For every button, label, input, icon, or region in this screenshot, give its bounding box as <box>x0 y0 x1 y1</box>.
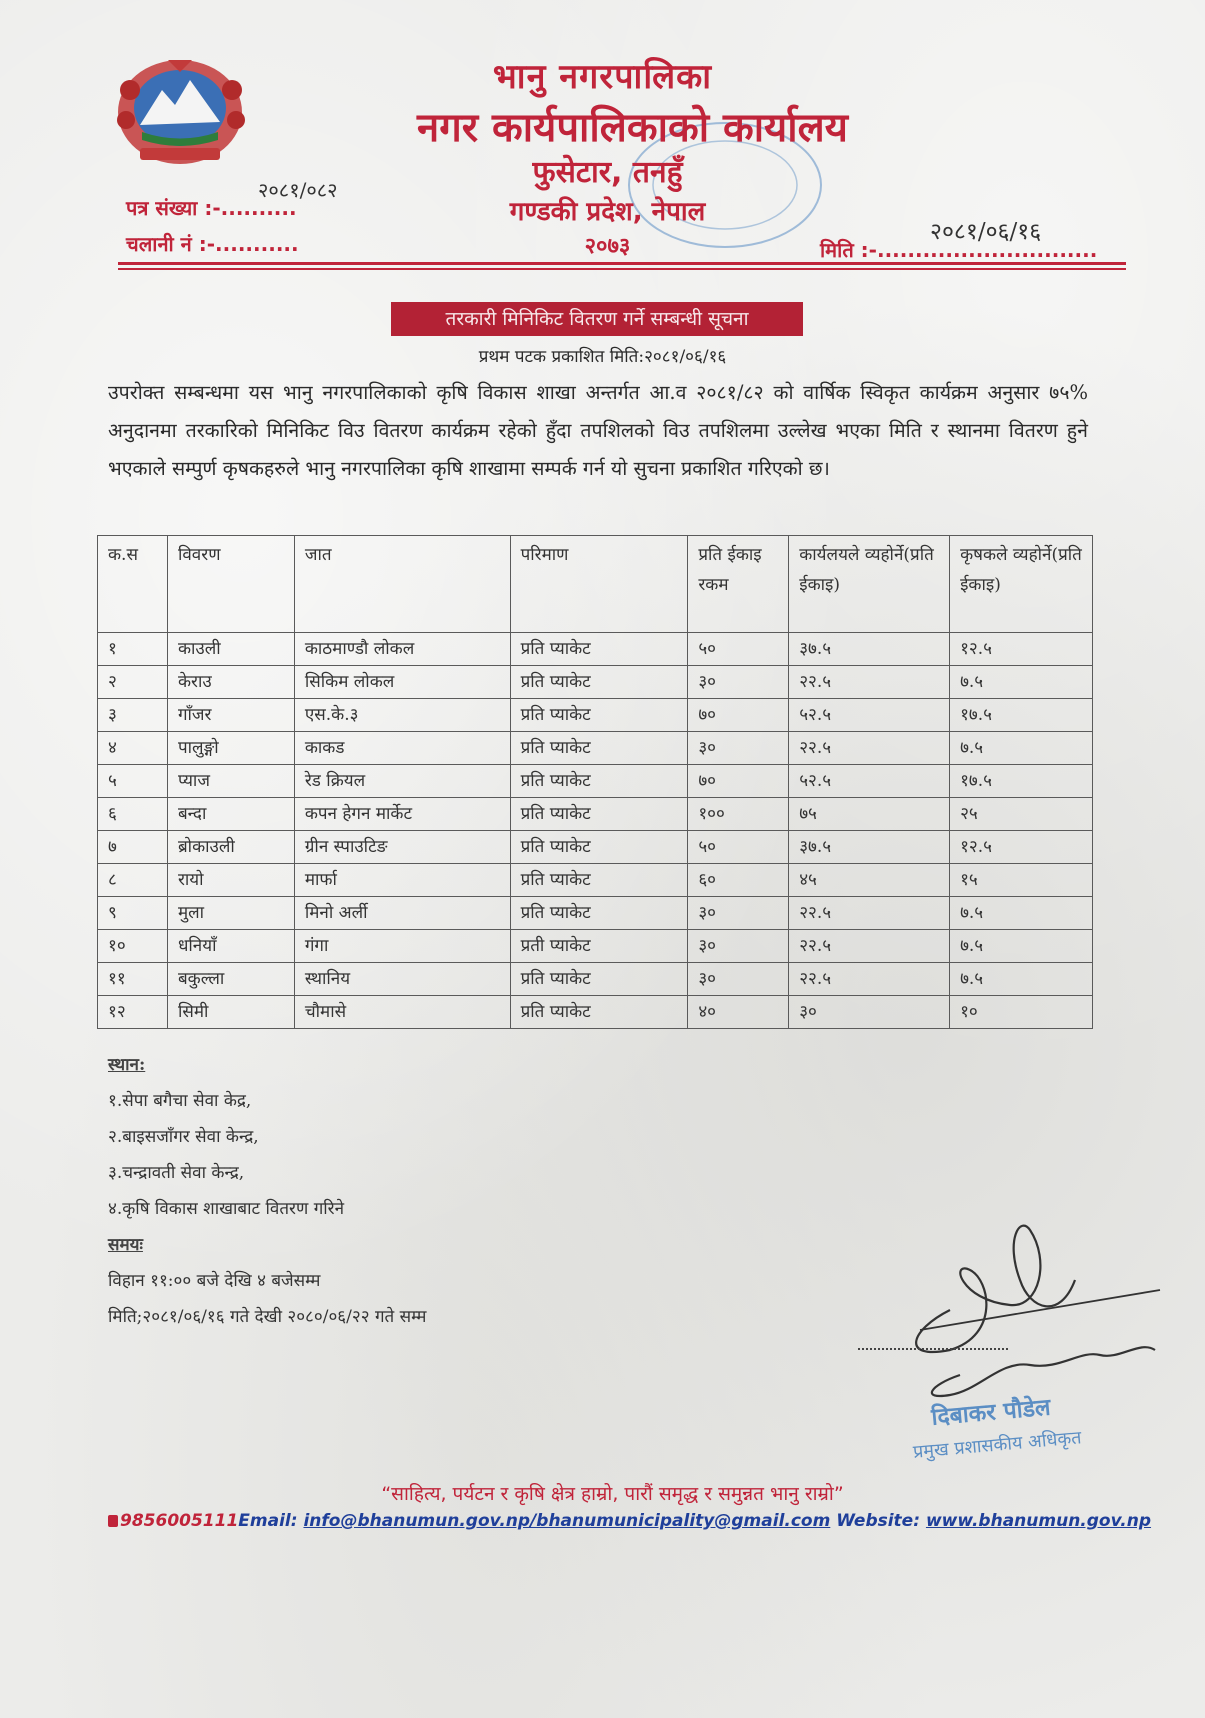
table-cell: ७५ <box>789 798 950 831</box>
table-cell: १० <box>950 996 1093 1029</box>
table-cell: सिकिम लोकल <box>294 666 510 699</box>
table-header-cell: क.स <box>98 536 168 633</box>
fiscal-year-handwritten: २०८१/०८२ <box>258 178 338 202</box>
table-row <box>98 963 1093 996</box>
table-cell: ३० <box>688 732 789 765</box>
date-label: मिति :-............................. <box>820 238 1098 262</box>
places-heading: स्थान: <box>108 1055 146 1075</box>
place-item: २.बाइसजाँगर सेवा केन्द्र, <box>108 1127 259 1147</box>
header-rule <box>118 262 1126 265</box>
table-cell: २ <box>98 666 168 699</box>
phone-icon <box>108 1515 118 1527</box>
time-hours: विहान ११:०० बजे देखि ४ बजेसम्म <box>108 1271 321 1291</box>
table-cell: काकड <box>294 732 510 765</box>
table-cell: प्रति प्याकेट <box>510 633 688 666</box>
table-cell: १ <box>98 633 168 666</box>
table-cell: २२.५ <box>789 732 950 765</box>
table-cell: सिमी <box>167 996 294 1029</box>
table-cell: प्रति प्याकेट <box>510 666 688 699</box>
table-cell: धनियाँ <box>167 930 294 963</box>
table-cell: १२.५ <box>950 831 1093 864</box>
table-cell: ६ <box>98 798 168 831</box>
table-cell: ७.५ <box>950 732 1093 765</box>
table-cell: ११ <box>98 963 168 996</box>
table-cell: स्थानिय <box>294 963 510 996</box>
table-cell: २२.५ <box>789 963 950 996</box>
dispatch-number-label: चलानी नं :-........... <box>126 232 299 256</box>
table-cell: प्रति प्याकेट <box>510 765 688 798</box>
table-cell: पालुङ्गो <box>167 732 294 765</box>
table-cell: केराउ <box>167 666 294 699</box>
table-header-cell: विवरण <box>167 536 294 633</box>
table-cell: रायो <box>167 864 294 897</box>
table-cell: १५ <box>950 864 1093 897</box>
table-cell: ५० <box>688 633 789 666</box>
table-cell: ३७.५ <box>789 831 950 864</box>
table-cell: प्रति प्याकेट <box>510 864 688 897</box>
table-row <box>98 666 1093 699</box>
table-cell: ५२.५ <box>789 699 950 732</box>
office-province: गण्डकी प्रदेश, नेपाल <box>509 197 706 227</box>
table-cell: ३० <box>688 666 789 699</box>
office-address: फुसेटार, तनहुँ <box>532 155 683 190</box>
table-row <box>98 930 1093 963</box>
table-cell: २२.५ <box>789 897 950 930</box>
table-cell: १० <box>98 930 168 963</box>
table-row <box>98 897 1093 930</box>
table-cell: चौमासे <box>294 996 510 1029</box>
table-cell: २२.५ <box>789 930 950 963</box>
table-row <box>98 765 1093 798</box>
municipality-name: भानु नगरपालिका <box>492 57 713 97</box>
table-cell: ४५ <box>789 864 950 897</box>
table-row <box>98 996 1093 1029</box>
table-cell: १७.५ <box>950 699 1093 732</box>
table-header-cell: कृषकले व्यहोर्ने(प्रति ईकाइ) <box>950 536 1093 633</box>
table-header-cell: प्रति ईकाइ रकम <box>688 536 789 633</box>
table-cell: प्याज <box>167 765 294 798</box>
table-row <box>98 732 1093 765</box>
time-heading: समयः <box>108 1235 143 1255</box>
letter-number-label: पत्र संख्या :-.......... <box>126 196 297 220</box>
table-cell: बन्दा <box>167 798 294 831</box>
table-cell: ३० <box>789 996 950 1029</box>
table-cell: ५० <box>688 831 789 864</box>
place-item: ४.कृषि विकास शाखाबाट वितरण गरिने <box>108 1199 345 1219</box>
table-cell: ७.५ <box>950 963 1093 996</box>
table-cell: गंगा <box>294 930 510 963</box>
place-item: १.सेपा बगैचा सेवा केद्र, <box>108 1091 252 1111</box>
table-cell: प्रति प्याकेट <box>510 831 688 864</box>
place-item: ३.चन्द्रावती सेवा केन्द्र, <box>108 1163 245 1183</box>
table-cell: १०० <box>688 798 789 831</box>
notice-title: तरकारी मिनिकिट वितरण गर्ने सम्बन्धी सूचना <box>391 302 803 336</box>
table-header-cell: परिमाण <box>510 536 688 633</box>
phone-number: 9856005111 <box>120 1511 239 1531</box>
website-link[interactable]: www.bhanumun.gov.np <box>925 1511 1152 1531</box>
date-value: २०८१/०६/१६ <box>930 219 1042 245</box>
table-cell: प्रति प्याकेट <box>510 996 688 1029</box>
table-cell: २५ <box>950 798 1093 831</box>
table-cell: ३० <box>688 930 789 963</box>
table-cell: मार्फा <box>294 864 510 897</box>
table-cell: प्रति प्याकेट <box>510 699 688 732</box>
table-cell: १२ <box>98 996 168 1029</box>
signatory-title: प्रमुख प्रशासकीय अधिकृत <box>912 1427 1083 1463</box>
table-cell: ४० <box>688 996 789 1029</box>
table-cell: ८ <box>98 864 168 897</box>
table-row <box>98 633 1093 666</box>
website-label: Website: <box>830 1511 926 1531</box>
table-cell: गाँजर <box>167 699 294 732</box>
table-cell: ५२.५ <box>789 765 950 798</box>
table-cell: कपन हेगन मार्केट <box>294 798 510 831</box>
header-rule-thin <box>118 268 1126 270</box>
table-cell: प्रति प्याकेट <box>510 798 688 831</box>
time-dates: मिति;२०८१/०६/१६ गते देखी २०८०/०६/२२ गते सम्म <box>108 1307 427 1327</box>
signatory-name: दिबाकर पौडेल <box>930 1394 1052 1431</box>
notice-body: उपरोक्त सम्बन्धमा यस भानु नगरपालिकाको कृषि विकास शाखा अन्तर्गत आ.व २०८१/८२ को वार्षिक स्विकृत कार्यक्रम अनुसार ७५% अनुदानमा तरकारिको मिनिकिट विउ वितरण कार्यक्रम रहेको हुँदा तपशिलको विउ तपशिलमा उल्लेख भएका मिति र स्थानमा वितरण हुने भएकाले सम्पुर्ण कृषकहरुले भानु नगरपालिका कृषि शाखामा सम्पर्क गर्न यो सुचना प्रकाशित गरिएको छ। <box>108 381 1088 480</box>
table-cell: प्रती प्याकेट <box>510 930 688 963</box>
table-cell: ३० <box>688 963 789 996</box>
table-cell: रेड क्रियल <box>294 765 510 798</box>
table-cell: १७.५ <box>950 765 1093 798</box>
table-cell: ७.५ <box>950 930 1093 963</box>
signature-icon <box>890 1160 1190 1420</box>
table-cell: ७ <box>98 831 168 864</box>
footer-contact <box>108 1511 1151 1531</box>
email-label: Email: <box>238 1511 304 1531</box>
table-cell: काउली <box>167 633 294 666</box>
email-link[interactable]: info@bhanumun.gov.np/bhanumunicipality@gmail.com <box>303 1511 831 1531</box>
signature-line <box>858 1348 1008 1350</box>
table-cell: ९ <box>98 897 168 930</box>
footer-motto: “साहित्य, पर्यटन र कृषि क्षेत्र हाम्रो, पारौं समृद्ध र समुन्नत भानु राम्रो” <box>381 1483 844 1505</box>
table-cell: प्रति प्याकेट <box>510 963 688 996</box>
table-cell: २२.५ <box>789 666 950 699</box>
table-cell: काठमाण्डौ लोकल <box>294 633 510 666</box>
table-cell: ३० <box>688 897 789 930</box>
table-cell: ६० <box>688 864 789 897</box>
table-header-row <box>98 536 1093 633</box>
table-cell: ७.५ <box>950 666 1093 699</box>
table-cell: ७० <box>688 765 789 798</box>
table-header-cell: जात <box>294 536 510 633</box>
table-cell: ३ <box>98 699 168 732</box>
table-row <box>98 699 1093 732</box>
established-year: २०७३ <box>584 234 631 259</box>
table-cell: मिनो अर्ली <box>294 897 510 930</box>
table-row <box>98 864 1093 897</box>
published-date: प्रथम पटक प्रकाशित मिति:२०८१/०६/१६ <box>478 347 727 367</box>
table-cell: मुला <box>167 897 294 930</box>
seed-distribution-table <box>97 535 1093 1029</box>
table-cell: ७.५ <box>950 897 1093 930</box>
table-cell: ७० <box>688 699 789 732</box>
table-cell: १२.५ <box>950 633 1093 666</box>
table-cell: प्रति प्याकेट <box>510 897 688 930</box>
office-name: नगर कार्यपालिकाको कार्यालय <box>417 105 848 151</box>
table-cell: ४ <box>98 732 168 765</box>
table-cell: प्रति प्याकेट <box>510 732 688 765</box>
table-cell: ५ <box>98 765 168 798</box>
table-cell: एस.के.३ <box>294 699 510 732</box>
table-row <box>98 798 1093 831</box>
table-cell: ब्रोकाउली <box>167 831 294 864</box>
table-header-cell: कार्यलयले व्यहोर्ने(प्रति ईकाइ) <box>789 536 950 633</box>
table-cell: ग्रीन स्पाउटिङ <box>294 831 510 864</box>
table-cell: बकुल्ला <box>167 963 294 996</box>
table-row <box>98 831 1093 864</box>
table-cell: ३७.५ <box>789 633 950 666</box>
